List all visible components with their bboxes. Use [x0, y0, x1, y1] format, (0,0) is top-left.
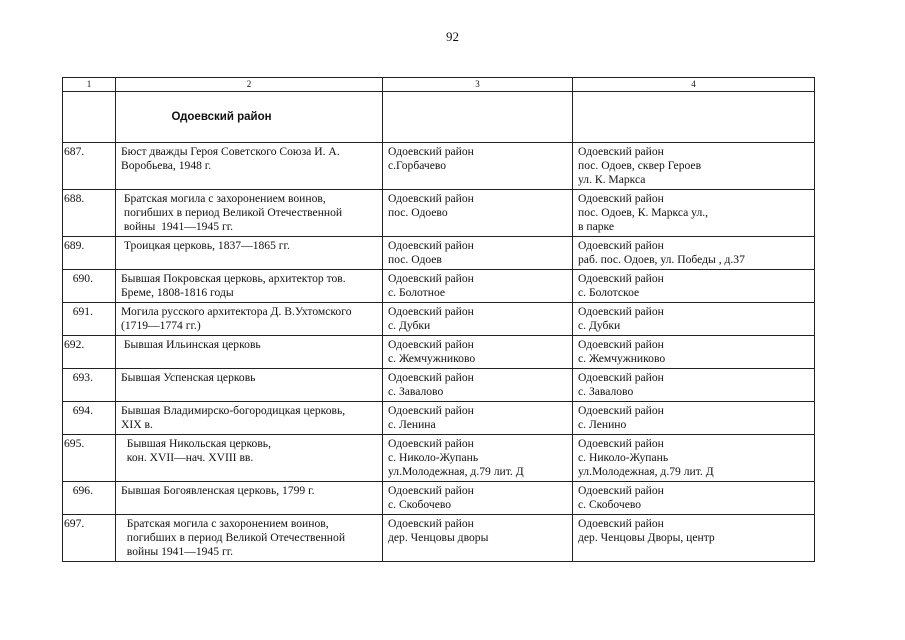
row-district — [383, 482, 573, 515]
row-number: 688. — [63, 190, 116, 237]
name-line: Бывшая Владимирско-богородицкая церковь, — [121, 404, 346, 417]
district-line: Одоевский район — [388, 305, 474, 318]
district-line: Одоевский район — [388, 404, 474, 417]
district-line: Одоевский район — [388, 371, 474, 384]
row-address — [573, 190, 815, 237]
address-line: с. Николо-Жупань — [578, 451, 669, 464]
district-line: с. Скобочево — [388, 498, 452, 511]
row-name — [116, 190, 383, 237]
table-body — [63, 78, 815, 562]
row-address — [573, 369, 815, 402]
address-line: Одоевский район — [578, 338, 664, 351]
page-number: 92 — [446, 29, 459, 44]
address-line: Одоевский район — [578, 404, 664, 417]
row-district — [383, 369, 573, 402]
row-address — [573, 237, 815, 270]
address-line: Одоевский район — [578, 305, 664, 318]
row-address — [573, 482, 815, 515]
name-line: Бывшая Успенская церковь — [121, 371, 256, 384]
address-line: с. Дубки — [578, 319, 621, 332]
district-line: с. Болотное — [388, 286, 446, 299]
row-number: 691. — [63, 303, 116, 336]
table-row — [63, 402, 815, 435]
row-name — [116, 402, 383, 435]
column-number-4: 4 — [573, 78, 815, 92]
address-line: с. Болотское — [578, 286, 640, 299]
row-number: 690. — [63, 270, 116, 303]
column-number-row — [63, 78, 815, 92]
district-line: пос. Одоево — [388, 206, 448, 219]
row-district — [383, 402, 573, 435]
column-number-1: 1 — [63, 78, 116, 92]
row-address — [573, 143, 815, 190]
address-line: ул.Молодежная, д.79 лит. Д — [578, 465, 714, 478]
row-name — [116, 435, 383, 482]
row-name — [116, 369, 383, 402]
table-row — [63, 237, 815, 270]
name-line: войны 1941—1945 гг. — [121, 220, 234, 233]
row-name — [116, 143, 383, 190]
address-line: с. Завалово — [578, 385, 634, 398]
row-number: 694. — [63, 402, 116, 435]
district-line: Одоевский район — [388, 517, 474, 530]
district-line: с. Дубки — [388, 319, 431, 332]
row-district — [383, 270, 573, 303]
row-district — [383, 237, 573, 270]
table-row — [63, 270, 815, 303]
district-line: с. Жемчужниково — [388, 352, 476, 365]
district-line: дер. Ченцовы дворы — [388, 531, 489, 544]
row-address — [573, 402, 815, 435]
row-address — [573, 515, 815, 562]
section-empty-cell — [63, 92, 116, 143]
address-line: Одоевский район — [578, 517, 664, 530]
row-name — [116, 303, 383, 336]
row-district — [383, 515, 573, 562]
name-line: Воробьева, 1948 г. — [121, 159, 212, 172]
address-line: с. Скобочево — [578, 498, 642, 511]
name-line: Бывшая Богоявленская церковь, 1799 г. — [121, 484, 315, 497]
name-line: (1719—1774 гг.) — [121, 319, 201, 332]
district-line: Одоевский район — [388, 272, 474, 285]
address-line: с. Жемчужниково — [578, 352, 666, 365]
name-line: Братская могила с захоронением воинов, — [121, 192, 326, 205]
row-number: 697. — [63, 515, 116, 562]
name-line: Бывшая Никольская церковь, — [121, 437, 271, 450]
row-number: 689. — [63, 237, 116, 270]
district-line: с. Николо-Жупань — [388, 451, 479, 464]
name-line: XIX в. — [121, 418, 153, 431]
monuments-table — [62, 77, 815, 562]
district-line: Одоевский район — [388, 484, 474, 497]
table-row — [63, 303, 815, 336]
address-line: ул. К. Маркса — [578, 173, 646, 186]
address-line: пос. Одоев, К. Маркса ул., — [578, 206, 709, 219]
district-line: Одоевский район — [388, 192, 474, 205]
address-line: Одоевский район — [578, 239, 664, 252]
row-name — [116, 336, 383, 369]
district-line: с. Завалово — [388, 385, 444, 398]
row-name — [116, 237, 383, 270]
district-line: с. Ленина — [388, 418, 436, 431]
row-name — [116, 482, 383, 515]
table-row — [63, 190, 815, 237]
table-row — [63, 369, 815, 402]
row-district — [383, 143, 573, 190]
row-district — [383, 336, 573, 369]
row-number: 695. — [63, 435, 116, 482]
name-line: Могила русского архитектора Д. В.Ухтомского — [121, 305, 352, 318]
address-line: Одоевский район — [578, 437, 664, 450]
row-number: 696. — [63, 482, 116, 515]
table-row — [63, 515, 815, 562]
table-row — [63, 435, 815, 482]
address-line: Одоевский район — [578, 371, 664, 384]
address-line: Одоевский район — [578, 272, 664, 285]
table-row — [63, 482, 815, 515]
table-row — [63, 336, 815, 369]
address-line: с. Ленино — [578, 418, 627, 431]
column-number-3: 3 — [383, 78, 573, 92]
row-district — [383, 303, 573, 336]
section-empty-cell — [383, 92, 573, 143]
section-row — [63, 92, 815, 143]
row-name — [116, 270, 383, 303]
address-line: пос. Одоев, сквер Героев — [578, 159, 702, 172]
name-line: Бывшая Ильинская церковь — [121, 338, 261, 351]
name-line: Братская могила с захоронением воинов, — [121, 517, 329, 530]
address-line: Одоевский район — [578, 484, 664, 497]
column-number-2: 2 — [116, 78, 383, 92]
name-line: погибших в период Великой Отечественной — [121, 206, 343, 219]
address-line: в парке — [578, 220, 615, 233]
district-line: с.Горбачево — [388, 159, 447, 172]
row-address — [573, 336, 815, 369]
district-line: Одоевский район — [388, 338, 474, 351]
district-line: ул.Молодежная, д.79 лит. Д — [388, 465, 524, 478]
row-number: 693. — [63, 369, 116, 402]
section-title: Одоевский район — [116, 92, 383, 143]
name-line: Бывшая Покровская церковь, архитектор тов. — [121, 272, 346, 285]
row-number: 687. — [63, 143, 116, 190]
district-line: Одоевский район — [388, 145, 474, 158]
address-line: Одоевский район — [578, 192, 664, 205]
district-line: Одоевский район — [388, 437, 474, 450]
district-line: пос. Одоев — [388, 253, 442, 266]
row-address — [573, 435, 815, 482]
address-line: раб. пос. Одоев, ул. Победы , д.37 — [578, 253, 745, 266]
name-line: Бюст дважды Героя Советского Союза И. А. — [121, 145, 340, 158]
name-line: Бреме, 1808-1816 годы — [121, 286, 234, 299]
row-district — [383, 435, 573, 482]
name-line: погибших в период Великой Отечественной — [121, 531, 346, 544]
address-line: Одоевский район — [578, 145, 664, 158]
name-line: кон. XVII—нач. XVIII вв. — [121, 451, 254, 464]
row-district — [383, 190, 573, 237]
address-line: дер. Ченцовы Дворы, центр — [578, 531, 715, 544]
district-line: Одоевский район — [388, 239, 474, 252]
name-line: войны 1941—1945 гг. — [121, 545, 234, 558]
row-address — [573, 303, 815, 336]
section-empty-cell — [573, 92, 815, 143]
row-address — [573, 270, 815, 303]
table-row — [63, 143, 815, 190]
row-number: 692. — [63, 336, 116, 369]
name-line: Троицкая церковь, 1837—1865 гг. — [121, 239, 290, 252]
row-name — [116, 515, 383, 562]
